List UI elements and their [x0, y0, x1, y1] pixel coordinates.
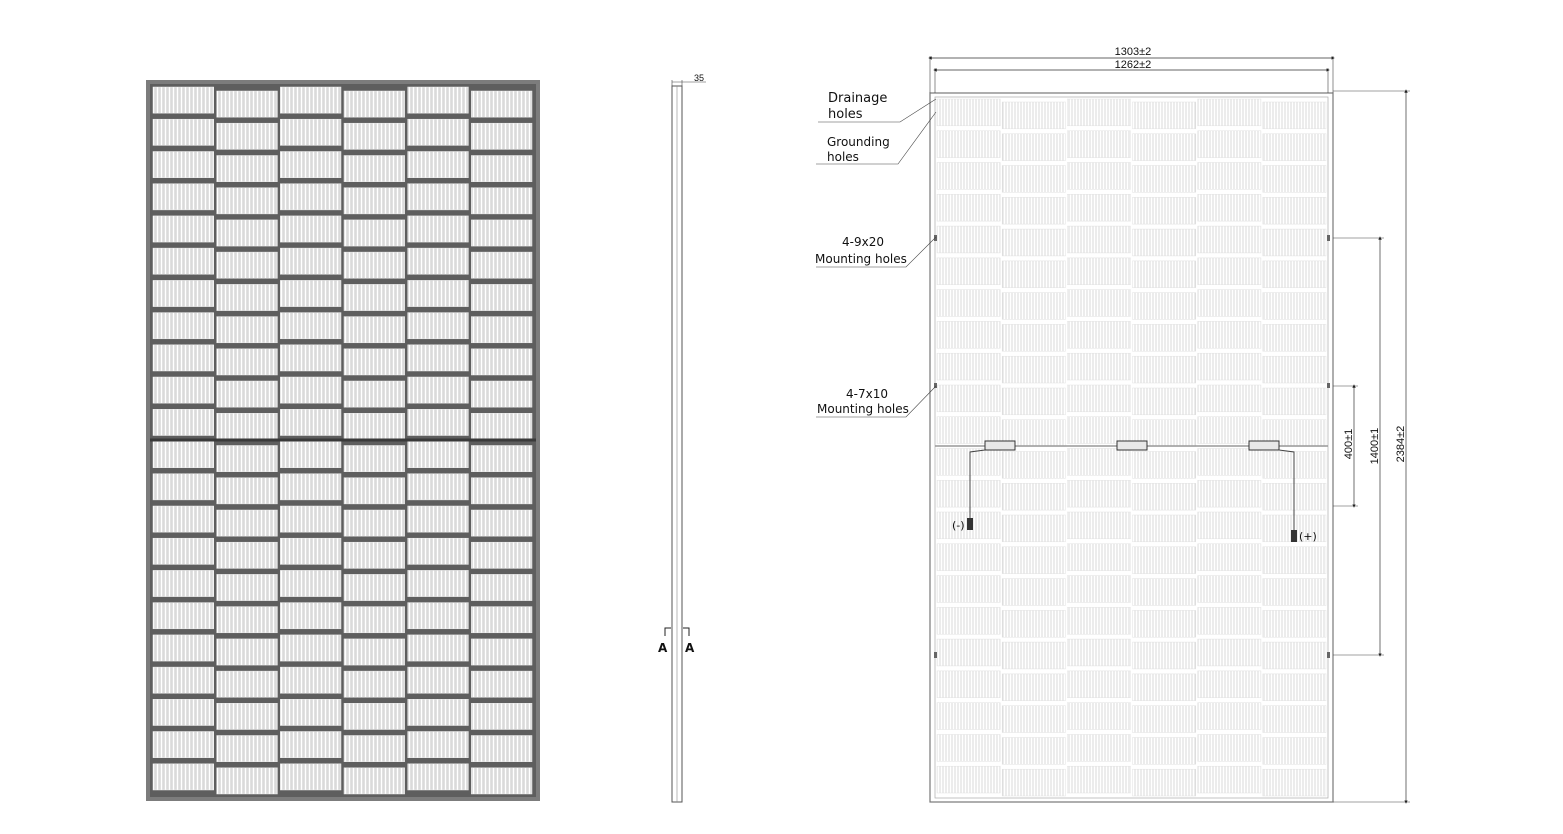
rear-cell [1002, 388, 1065, 415]
front-cell [153, 248, 214, 274]
front-cell [408, 442, 469, 468]
length-label: 2384±2 [1395, 425, 1407, 463]
front-cell [344, 671, 405, 697]
front-cell [344, 123, 405, 149]
front-cell [280, 345, 341, 371]
rear-cell [1133, 642, 1196, 669]
rear-cell [1067, 576, 1130, 603]
front-cell [344, 220, 405, 246]
rear-cell [1263, 293, 1326, 320]
front-cell [471, 252, 532, 278]
front-cell [344, 736, 405, 762]
connector-negative [967, 518, 973, 530]
rear-cell [1067, 163, 1130, 190]
front-cell [280, 409, 341, 435]
rear-cell [1067, 449, 1130, 476]
front-cell [344, 574, 405, 600]
front-cell [153, 506, 214, 532]
front-cell [153, 442, 214, 468]
rear-cell [1133, 166, 1196, 193]
front-cell [280, 248, 341, 274]
rear-cell [1263, 166, 1326, 193]
front-cell [344, 91, 405, 117]
front-cell [280, 184, 341, 210]
rear-cell [1067, 226, 1130, 253]
callout-mount-small [816, 386, 936, 417]
rear-cell [1067, 131, 1130, 158]
front-cell [471, 510, 532, 536]
front-cell [344, 413, 405, 439]
rear-cell [1002, 706, 1065, 733]
rear-cell [937, 480, 1000, 507]
front-cell [153, 377, 214, 403]
rear-cell [1133, 706, 1196, 733]
front-cell [153, 635, 214, 661]
front-cell [217, 220, 278, 246]
rear-cell [1002, 293, 1065, 320]
front-cell [344, 478, 405, 504]
front-cell [408, 570, 469, 596]
rear-cell [1198, 194, 1261, 221]
front-cell [153, 280, 214, 306]
rear-cell [937, 131, 1000, 158]
rear-cell [1002, 452, 1065, 479]
rear-cell [1067, 258, 1130, 285]
callout-mount-large [815, 235, 936, 267]
front-cell [153, 87, 214, 113]
front-cell [217, 91, 278, 117]
front-cell [408, 248, 469, 274]
front-cell [153, 570, 214, 596]
front-cell [471, 413, 532, 439]
rear-cell [1198, 639, 1261, 666]
front-cell [280, 570, 341, 596]
front-cell [344, 284, 405, 310]
section-marker-left [658, 628, 671, 655]
terminal-positive-label: (+) [1299, 530, 1317, 543]
rear-cell [1067, 353, 1130, 380]
front-cell [471, 446, 532, 472]
rear-cell [937, 639, 1000, 666]
front-cell [344, 768, 405, 794]
front-cell [408, 152, 469, 178]
rear-cell [1198, 258, 1261, 285]
front-cell [408, 474, 469, 500]
rear-cell [1067, 639, 1130, 666]
front-cell [408, 635, 469, 661]
front-cell [280, 699, 341, 725]
rear-cell [1067, 671, 1130, 698]
rear-cell [1263, 674, 1326, 701]
front-cell [217, 446, 278, 472]
rear-cell [937, 194, 1000, 221]
rear-cell [937, 385, 1000, 412]
rear-cell [1198, 703, 1261, 730]
rear-cell [1002, 483, 1065, 510]
rear-cell [1133, 610, 1196, 637]
front-cell [153, 409, 214, 435]
front-cell [471, 381, 532, 407]
rear-cell [1133, 102, 1196, 129]
rear-cell [1198, 766, 1261, 793]
front-cell [471, 574, 532, 600]
front-cell [280, 280, 341, 306]
front-cell [408, 216, 469, 242]
front-cell [217, 381, 278, 407]
mounting-hole [1327, 652, 1330, 658]
front-cell [217, 736, 278, 762]
front-cell [408, 699, 469, 725]
front-cell [471, 703, 532, 729]
front-cell [217, 671, 278, 697]
front-cell [280, 506, 341, 532]
rear-cell [1133, 324, 1196, 351]
front-cell [217, 510, 278, 536]
rear-cell [1263, 197, 1326, 224]
front-cell [153, 313, 214, 339]
front-cell [344, 349, 405, 375]
front-cell [280, 87, 341, 113]
front-cell [471, 607, 532, 633]
front-cell [153, 152, 214, 178]
rear-cell [1198, 163, 1261, 190]
callout-drainage [818, 91, 936, 122]
front-cell [408, 603, 469, 629]
rear-cell [1133, 452, 1196, 479]
rear-cell [937, 703, 1000, 730]
front-cell [153, 474, 214, 500]
rear-cell [1133, 388, 1196, 415]
rear-cell [1002, 610, 1065, 637]
rear-cell [1198, 512, 1261, 539]
rear-cell [1133, 197, 1196, 224]
rear-cell [1198, 671, 1261, 698]
front-cell [217, 607, 278, 633]
rear-cell [1002, 769, 1065, 796]
rear-cell [937, 544, 1000, 571]
rear-cell [937, 99, 1000, 126]
front-cell [153, 699, 214, 725]
rear-cell [1067, 290, 1130, 317]
front-cell [217, 317, 278, 343]
front-cell [280, 474, 341, 500]
rear-cell [1002, 134, 1065, 161]
mounting-hole [934, 235, 937, 241]
front-cell [217, 703, 278, 729]
drainage-label-1: Drainage [828, 91, 888, 106]
junction-box-middle [1117, 441, 1147, 450]
rear-cell [1133, 547, 1196, 574]
rear-cell [1133, 674, 1196, 701]
front-cell [217, 188, 278, 214]
front-cell [344, 703, 405, 729]
rear-cell [1198, 321, 1261, 348]
rear-cell [1002, 738, 1065, 765]
front-cell [280, 603, 341, 629]
rear-cell [1263, 610, 1326, 637]
rear-cell [1263, 706, 1326, 733]
front-cell [217, 574, 278, 600]
front-cell [344, 639, 405, 665]
rear-cell [1133, 293, 1196, 320]
mount-small-label-1: 4-7x10 [846, 387, 888, 401]
rear-cell [1133, 229, 1196, 256]
rear-cell [937, 449, 1000, 476]
rear-cell [1133, 579, 1196, 606]
front-cell [280, 538, 341, 564]
front-cell [471, 123, 532, 149]
front-cell [408, 506, 469, 532]
rear-cell [1002, 324, 1065, 351]
front-cell [153, 216, 214, 242]
grounding-label-2: holes [827, 150, 859, 164]
front-cell [153, 603, 214, 629]
front-cell [153, 184, 214, 210]
front-cell [408, 732, 469, 758]
front-cell [344, 607, 405, 633]
front-cell [471, 284, 532, 310]
rear-cell [1198, 576, 1261, 603]
mount-large-label-1: 4-9x20 [842, 235, 884, 249]
front-cell [471, 478, 532, 504]
front-cell [471, 156, 532, 182]
rear-cell [1067, 607, 1130, 634]
drainage-label-2: holes [828, 107, 863, 122]
rear-cell [1198, 131, 1261, 158]
front-cell [344, 188, 405, 214]
rear-cell [1198, 735, 1261, 762]
front-cell [408, 345, 469, 371]
front-cell [280, 313, 341, 339]
rear-cell [1198, 417, 1261, 444]
rear-cell [1067, 194, 1130, 221]
rear-cell [1198, 385, 1261, 412]
rear-cell [1067, 703, 1130, 730]
rear-cell [1002, 102, 1065, 129]
front-view [146, 80, 540, 801]
mounting-hole [1327, 235, 1330, 241]
rear-cell [1263, 229, 1326, 256]
rear-cell [1067, 321, 1130, 348]
rear-cell [1198, 544, 1261, 571]
front-cell [217, 478, 278, 504]
section-marker-right [683, 628, 695, 655]
rear-cell [1067, 766, 1130, 793]
junction-box-left [985, 441, 1015, 450]
front-cell [217, 639, 278, 665]
rear-cell [1133, 483, 1196, 510]
rear-cell [1263, 261, 1326, 288]
rear-cell [1002, 166, 1065, 193]
rear-cell [1067, 99, 1130, 126]
inner-width-label: 1262±2 [1114, 59, 1152, 71]
rear-cell [1002, 674, 1065, 701]
rear-cell [937, 353, 1000, 380]
front-cell [344, 156, 405, 182]
front-cell [408, 377, 469, 403]
rear-cell [937, 290, 1000, 317]
front-cell [408, 538, 469, 564]
mounting-hole [1327, 383, 1330, 388]
rear-cell [1198, 449, 1261, 476]
rear-cell [937, 321, 1000, 348]
rear-cell [937, 576, 1000, 603]
rear-cell [1067, 735, 1130, 762]
front-cell [408, 764, 469, 790]
junction-box-right [1249, 441, 1279, 450]
front-cell [471, 542, 532, 568]
front-cell [344, 510, 405, 536]
front-cell [217, 413, 278, 439]
front-cell [280, 377, 341, 403]
front-cell [408, 280, 469, 306]
front-cell [471, 91, 532, 117]
rear-cell [1263, 102, 1326, 129]
connector-positive [1291, 530, 1297, 542]
rear-cell [1002, 579, 1065, 606]
front-cell [344, 317, 405, 343]
front-cell [344, 381, 405, 407]
front-cell [471, 188, 532, 214]
front-cell [344, 252, 405, 278]
front-cell [408, 184, 469, 210]
front-cell [408, 119, 469, 145]
front-cell [280, 764, 341, 790]
rear-cell [937, 735, 1000, 762]
front-cell [280, 667, 341, 693]
front-cell [153, 119, 214, 145]
rear-cell [1133, 769, 1196, 796]
rear-cell [1198, 480, 1261, 507]
front-cell [280, 216, 341, 242]
front-cell [344, 542, 405, 568]
rear-cell [1067, 512, 1130, 539]
rear-cell [937, 417, 1000, 444]
rear-cell [1263, 356, 1326, 383]
rear-cell [1198, 226, 1261, 253]
section-label-right: A [685, 641, 695, 655]
mounting-hole [934, 652, 937, 658]
rear-cell [1263, 769, 1326, 796]
front-cell [153, 667, 214, 693]
rear-cell [1002, 515, 1065, 542]
rear-cell [1263, 579, 1326, 606]
rear-cell [937, 226, 1000, 253]
rear-cell [937, 766, 1000, 793]
front-cell [217, 123, 278, 149]
rear-cell [1263, 324, 1326, 351]
outer-width-label: 1303±2 [1114, 46, 1152, 58]
front-cell [471, 671, 532, 697]
mount-small-label-2: Mounting holes [817, 402, 909, 416]
front-cell [217, 252, 278, 278]
rear-cell [1002, 197, 1065, 224]
rear-cell [1002, 547, 1065, 574]
rear-cell [1263, 134, 1326, 161]
rear-view [815, 46, 1410, 802]
section-label-left: A [658, 641, 668, 655]
front-cell [408, 667, 469, 693]
rear-cell [1002, 229, 1065, 256]
rear-cell [1002, 356, 1065, 383]
front-cell [344, 446, 405, 472]
rear-cell [1067, 480, 1130, 507]
front-cell [153, 345, 214, 371]
rear-cell [1133, 134, 1196, 161]
front-cell [471, 220, 532, 246]
front-cell [471, 317, 532, 343]
front-cell [280, 635, 341, 661]
front-cell [153, 764, 214, 790]
rear-cell [1002, 261, 1065, 288]
front-cell [280, 119, 341, 145]
rear-cell [1198, 607, 1261, 634]
front-cell [217, 156, 278, 182]
rear-cell [1198, 290, 1261, 317]
rear-cell [1198, 353, 1261, 380]
front-cell [471, 639, 532, 665]
front-cell [280, 732, 341, 758]
terminal-negative-label: (-) [952, 519, 965, 532]
rear-cell [937, 163, 1000, 190]
rear-cell [1133, 261, 1196, 288]
front-cell [217, 349, 278, 375]
front-cell [153, 538, 214, 564]
side-view [658, 73, 706, 802]
rear-cell [1067, 385, 1130, 412]
rear-cell [1263, 388, 1326, 415]
rear-cell [1263, 547, 1326, 574]
rear-cell [1263, 642, 1326, 669]
front-cell [408, 313, 469, 339]
rear-cell [1198, 99, 1261, 126]
rear-cell [1133, 738, 1196, 765]
front-cell [217, 284, 278, 310]
thickness-label: 35 [694, 73, 705, 83]
short-span-label: 400±1 [1343, 428, 1355, 460]
rear-cell [937, 607, 1000, 634]
front-cell [408, 87, 469, 113]
front-cell [153, 732, 214, 758]
rear-cell [1133, 515, 1196, 542]
front-cell [217, 542, 278, 568]
front-cell [408, 409, 469, 435]
mount-large-label-2: Mounting holes [815, 252, 907, 266]
rear-cell [1263, 738, 1326, 765]
front-cell [280, 152, 341, 178]
rear-cell [1133, 356, 1196, 383]
rear-cell [1002, 642, 1065, 669]
rear-cell [937, 258, 1000, 285]
rear-cell [1067, 417, 1130, 444]
front-cell [471, 349, 532, 375]
front-cell [280, 442, 341, 468]
rear-cell [937, 671, 1000, 698]
long-span-label: 1400±1 [1369, 427, 1381, 465]
front-cell [471, 768, 532, 794]
front-cell [217, 768, 278, 794]
rear-cell [1067, 544, 1130, 571]
grounding-label-1: Grounding [827, 135, 890, 149]
front-cell [471, 736, 532, 762]
